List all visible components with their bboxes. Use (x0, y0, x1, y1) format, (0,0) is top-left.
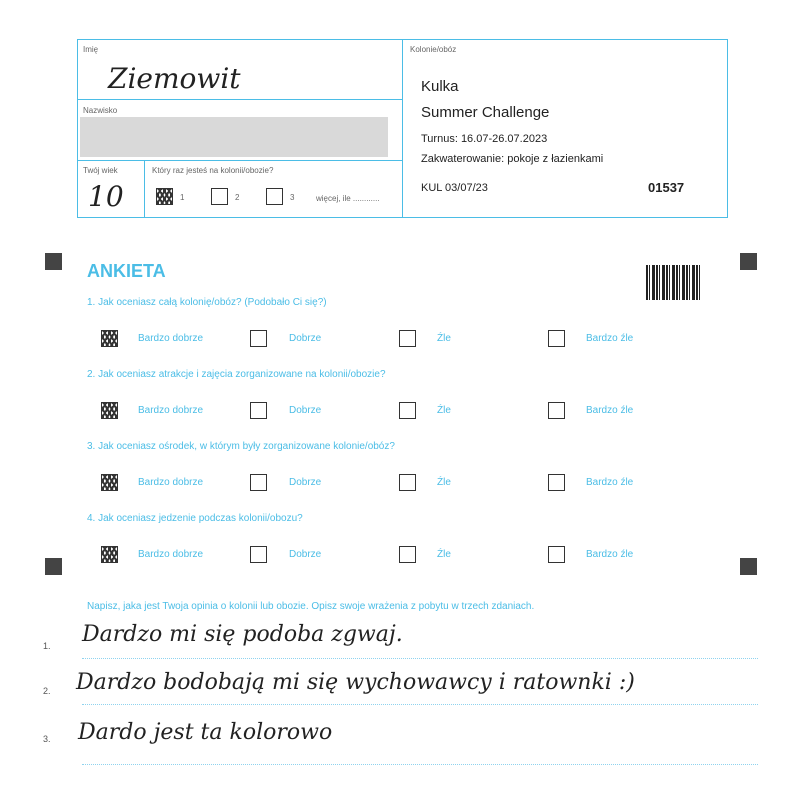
q1-label-bardzo-dobrze: Bardzo dobrze (138, 333, 204, 344)
times-checkbox-3[interactable] (266, 188, 283, 205)
opinion-line-1[interactable]: Dardzo mi się podoba zgwaj. (82, 622, 403, 647)
form-number: 01537 (648, 180, 685, 195)
q2-label-dobrze: Dobrze (289, 405, 322, 416)
q2-label-zle: Źle (437, 405, 451, 416)
q4-checkbox-bardzo-zle[interactable] (548, 546, 565, 563)
survey-title: ANKIETA (87, 261, 166, 281)
q1-checkbox-zle[interactable] (399, 330, 416, 347)
q3-label-bardzo-dobrze: Bardzo dobrze (138, 477, 204, 488)
age-value[interactable]: 10 (88, 180, 124, 213)
dotted-line-2 (82, 704, 758, 705)
header-divider-2 (77, 160, 402, 161)
opinion-prompt: Napisz, jaka jest Twoja opinia o kolonii lub obozie. Opisz swoje wrażenia z pobytu w trzech zdaniach. (87, 601, 535, 612)
q2-checkbox-bardzo-dobrze[interactable] (101, 402, 118, 419)
q2-checkbox-bardzo-zle[interactable] (548, 402, 565, 419)
camp-label: Kolonie/obóz (410, 45, 457, 54)
q2-label-bardzo-dobrze: Bardzo dobrze (138, 405, 204, 416)
times-option-2: 2 (235, 193, 240, 202)
name-label: Imię (83, 45, 99, 54)
camp-name-2: Summer Challenge (421, 104, 550, 121)
registration-marker-tl (45, 253, 62, 270)
header-divider-vertical (402, 39, 403, 218)
q2-label-bardzo-zle: Bardzo źle (586, 405, 634, 416)
header-divider-1 (77, 99, 402, 100)
registration-marker-bl (45, 558, 62, 575)
times-option-3: 3 (290, 193, 295, 202)
registration-marker-br (740, 558, 757, 575)
name-value[interactable]: Ziemowit (108, 62, 241, 95)
times-label: Który raz jesteś na kolonii/obozie? (152, 166, 274, 175)
surname-redacted (80, 117, 388, 157)
q4-label-dobrze: Dobrze (289, 549, 322, 560)
q3-checkbox-zle[interactable] (399, 474, 416, 491)
line-number-1: 1. (43, 641, 51, 651)
surname-label: Nazwisko (83, 106, 118, 115)
q1-checkbox-dobrze[interactable] (250, 330, 267, 347)
times-option-1: 1 (180, 193, 185, 202)
q1-label-bardzo-zle: Bardzo źle (586, 333, 634, 344)
q3-label-bardzo-zle: Bardzo źle (586, 477, 634, 488)
q3-label-zle: Źle (437, 477, 451, 488)
barcode (646, 265, 700, 300)
q4-label-bardzo-zle: Bardzo źle (586, 549, 634, 560)
q4-checkbox-bardzo-dobrze[interactable] (101, 546, 118, 563)
q3-checkbox-bardzo-dobrze[interactable] (101, 474, 118, 491)
camp-code: KUL 03/07/23 (421, 182, 488, 194)
opinion-line-2[interactable]: Dardzo bodobają mi się wychowawcy i ratownki :) (76, 670, 635, 695)
q4-label-bardzo-dobrze: Bardzo dobrze (138, 549, 204, 560)
q2-checkbox-zle[interactable] (399, 402, 416, 419)
question-2: 2. Jak oceniasz atrakcje i zajęcia zorganizowane na kolonii/obozie? (87, 369, 386, 380)
q1-label-dobrze: Dobrze (289, 333, 322, 344)
q4-label-zle: Źle (437, 549, 451, 560)
line-number-2: 2. (43, 686, 51, 696)
q1-checkbox-bardzo-dobrze[interactable] (101, 330, 118, 347)
dotted-line-1 (82, 658, 758, 659)
q3-checkbox-bardzo-zle[interactable] (548, 474, 565, 491)
header-divider-3 (144, 160, 145, 218)
q4-checkbox-zle[interactable] (399, 546, 416, 563)
times-checkbox-2[interactable] (211, 188, 228, 205)
q4-checkbox-dobrze[interactable] (250, 546, 267, 563)
accommodation: Zakwaterowanie: pokoje z łazienkami (421, 153, 604, 165)
turnus: Turnus: 16.07-26.07.2023 (421, 133, 548, 145)
q1-label-zle: Źle (437, 333, 451, 344)
q3-checkbox-dobrze[interactable] (250, 474, 267, 491)
dotted-line-3 (82, 764, 758, 765)
q2-checkbox-dobrze[interactable] (250, 402, 267, 419)
line-number-3: 3. (43, 734, 51, 744)
age-label: Twój wiek (83, 166, 118, 175)
registration-marker-tr (740, 253, 757, 270)
q1-checkbox-bardzo-zle[interactable] (548, 330, 565, 347)
camp-name-1: Kulka (421, 78, 459, 95)
question-3: 3. Jak oceniasz ośrodek, w którym były zorganizowane kolonie/obóz? (87, 441, 395, 452)
times-more: więcej, ile ............ (316, 194, 380, 203)
question-1: 1. Jak oceniasz całą kolonię/obóz? (Podobało Ci się?) (87, 297, 327, 308)
q3-label-dobrze: Dobrze (289, 477, 322, 488)
question-4: 4. Jak oceniasz jedzenie podczas kolonii/obozu? (87, 513, 303, 524)
times-checkbox-1[interactable] (156, 188, 173, 205)
opinion-line-3[interactable]: Dardo jest ta kolorowo (78, 720, 333, 745)
